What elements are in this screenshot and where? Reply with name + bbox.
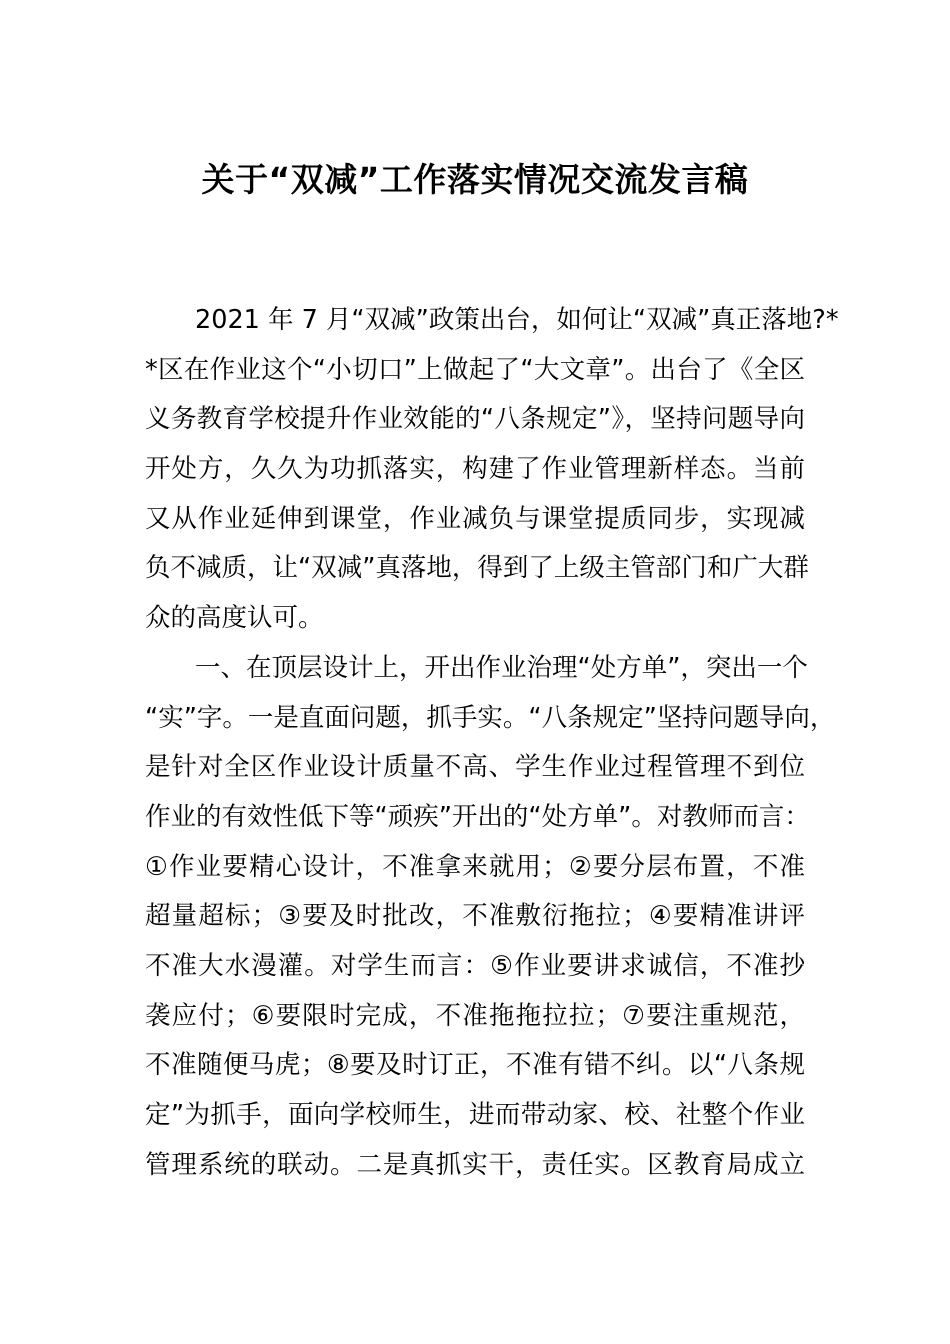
document-body xyxy=(145,296,839,1190)
paragraph-2-line-5: ①作业要精心设计，不准拿来就用；②要分层布置，不准 xyxy=(145,851,805,882)
paragraph-2-line-9: 不准随便马虎；⑧要及时订正，不准有错不纠。以“八条规 xyxy=(145,1050,805,1081)
paragraph-1-line-4: 开处方，久久为功抓落实，构建了作业管理新样态。当前 xyxy=(145,454,805,485)
paragraph-2-line-1: 一、在顶层设计上，开出作业治理“处方单”，突出一个 xyxy=(195,652,808,683)
paragraph-2-line-11: 管理系统的联动。二是真抓实干，责任实。区教育局成立 xyxy=(145,1149,805,1180)
paragraph-1-line-3: 义务教育学校提升作业效能的“八条规定”》，坚持问题导向 xyxy=(145,404,805,435)
paragraph-2-line-8: 袭应付；⑥要限时完成，不准拖拖拉拉；⑦要注重规范， xyxy=(145,1000,805,1031)
paragraph-2-line-2: “实”字。一是直面问题，抓手实。“八条规定”坚持问题导向， xyxy=(145,702,836,733)
paragraph-1-line-5: 又从作业延伸到课堂，作业减负与课堂提质同步，实现减 xyxy=(145,503,805,534)
paragraph-2-line-3: 是针对全区作业设计质量不高、学生作业过程管理不到位 xyxy=(145,752,805,783)
paragraph-2-line-10: 定”为抓手，面向学校师生，进而带动家、校、社整个作业 xyxy=(145,1100,805,1130)
paragraph-2-line-4: 作业的有效性低下等“顽疾”开出的“处方单”。对教师而言： xyxy=(145,801,810,832)
paragraph-1-line-7: 众的高度认可。 xyxy=(145,603,324,634)
paragraph-1-line-1: 2021 年 7 月“双减”政策出台，如何让“双减”真正落地?* xyxy=(195,305,839,335)
document-title: 关于“双减”工作落实情况交流发言稿 xyxy=(201,160,749,199)
paragraph-1-line-6: 负不减质，让“双减”真落地，得到了上级主管部门和广大群 xyxy=(145,553,809,584)
paragraph-2-line-7: 不准大水漫灌。对学生而言：⑤作业要讲求诚信，不准抄 xyxy=(145,950,805,981)
paragraph-1-line-2: *区在作业这个“小切口”上做起了“大文章”。出台了《全区 xyxy=(145,354,805,385)
paragraph-2-line-6: 超量超标；③要及时批改，不准敷衍拖拉；④要精准讲评 xyxy=(145,901,805,932)
